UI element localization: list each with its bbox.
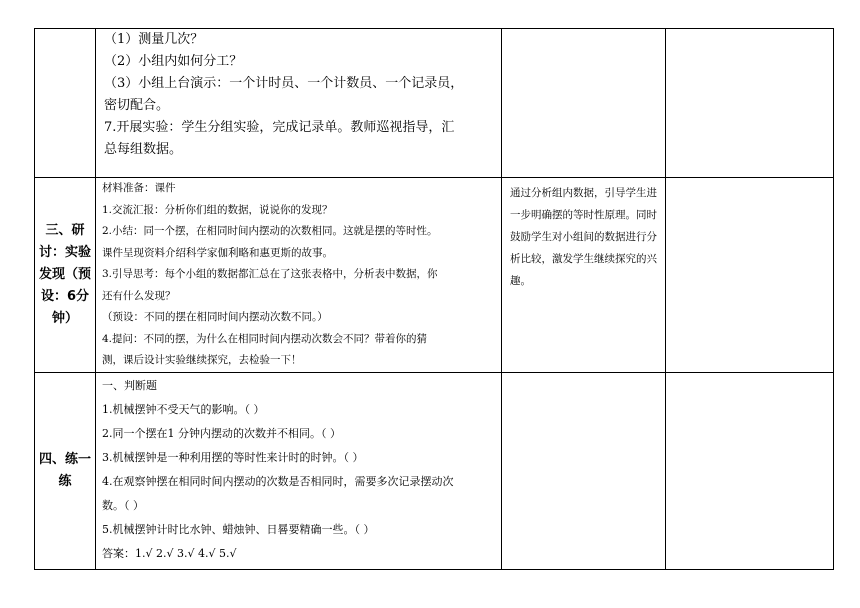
notes-cell	[666, 178, 834, 373]
process-line: 7.开展实验：学生分组实验，完成记录单。教师巡视指导，汇	[104, 120, 455, 135]
process-line: 3.机械摆钟是一种利用摆的等时性来计时的时钟。（ ）	[102, 450, 364, 464]
intent-cell	[502, 372, 666, 569]
process-line: 数。（ ）	[102, 498, 144, 512]
process-line: 材料准备：课件	[102, 182, 176, 194]
process-line: 2.小结：同一个摆，在相同时间内摆动的次数相同。这就是摆的等时性。	[102, 225, 438, 237]
notes-cell	[666, 29, 834, 178]
process-line: （预设：不同的摆在相同时间内摆动次数不同。）	[102, 311, 328, 323]
process-line: 一、判断题	[102, 378, 157, 392]
process-line: 密切配合。	[104, 98, 170, 113]
stage-cell: 三、研讨：实验发现（预设：6分钟）	[35, 178, 96, 373]
process-line: 1.机械摆钟不受天气的影响。（ ）	[102, 402, 265, 416]
process-cell	[96, 372, 502, 569]
process-line: （3）小组上台演示：一个计时员、一个计数员、一个记录员，	[104, 76, 464, 91]
process-line: 5.机械摆钟计时比水钟、蜡烛钟、日晷要精确一些。（ ）	[102, 522, 375, 536]
notes-cell	[666, 372, 834, 569]
process-cell	[96, 29, 502, 178]
intent-cell	[502, 29, 666, 178]
process-line: 4.提问：不同的摆，为什么在相同时间内摆动次数会不同？带着你的猜	[102, 332, 428, 345]
process-line: 答案：1.√ 2.√ 3.√ 4.√ 5.√	[102, 546, 237, 560]
intent-cell: 通过分析组内数据，引导学生进一步明确摆的等时性原理。同时鼓励学生对小组间的数据进行分析比较，激发学生继续探究的兴趣。	[502, 178, 666, 373]
process-line: 4.在观察钟摆在相同时间内摆动的次数是否相同时，需要多次记录摆动次	[102, 474, 454, 488]
process-line: 总每组数据。	[104, 142, 183, 157]
process-cell	[96, 178, 502, 373]
process-line: 1.交流汇报：分析你们组的数据，说说你的发现？	[102, 203, 333, 216]
process-line: 课件呈现资料介绍科学家伽利略和惠更斯的故事。	[102, 246, 333, 259]
table-row	[35, 29, 834, 178]
process-line: （1）测量几次？	[104, 32, 204, 47]
stage-cell: 四、练一练	[35, 372, 96, 569]
process-line: 2.同一个摆在1 分钟内摆动的次数并不相同。（ ）	[102, 426, 341, 440]
process-line: 3.引导思考：每个小组的数据都汇总在了这张表格中，分析表中数据，你	[102, 268, 438, 280]
process-line: 测，课后设计实验继续探究，去检验一下！	[102, 354, 302, 366]
lesson-plan-table	[34, 28, 834, 570]
stage-cell	[35, 29, 96, 178]
table-row	[35, 372, 834, 569]
process-line: （2）小组内如何分工？	[104, 54, 243, 69]
table-row	[35, 178, 834, 373]
process-line: 还有什么发现？	[102, 289, 176, 302]
